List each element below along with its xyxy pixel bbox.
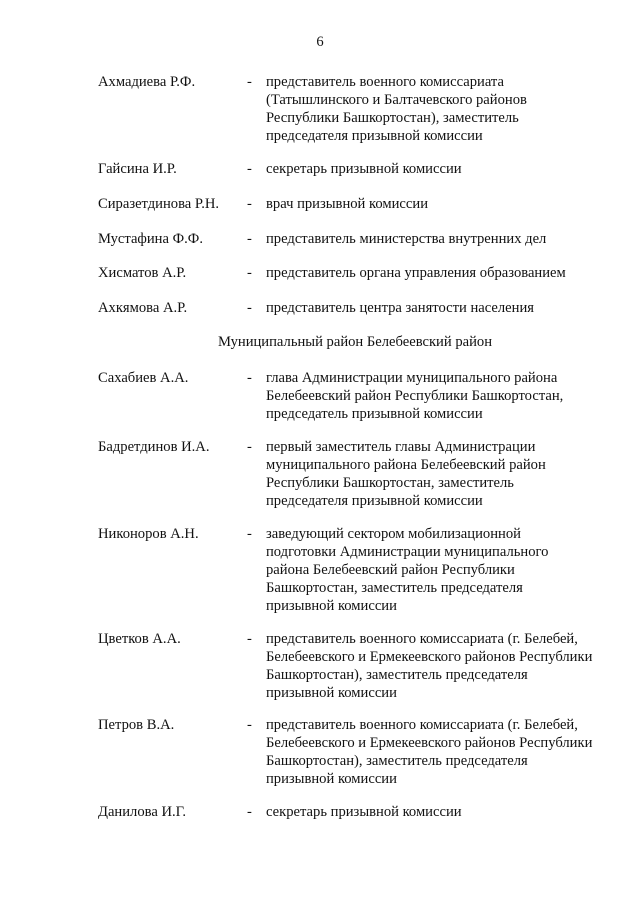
member-name: Данилова И.Г.	[98, 804, 187, 820]
member-role	[266, 525, 616, 615]
member-role	[266, 73, 616, 145]
role-line: секретарь призывной комиссии	[266, 804, 462, 820]
member-name: Мустафина Ф.Ф.	[98, 231, 203, 247]
dash-separator: -	[247, 300, 252, 316]
dash-separator: -	[247, 439, 252, 455]
member-name: Никоноров А.Н.	[98, 526, 199, 542]
role-line: председателя призывной комиссии	[266, 493, 483, 509]
member-role	[266, 716, 616, 788]
role-line: представитель военного комиссариата (г. Белебей,	[266, 631, 578, 647]
role-line: первый заместитель главы Администрации	[266, 439, 536, 455]
role-line: подготовки Администрации муниципального	[266, 544, 549, 560]
role-line: председатель призывной комиссии	[266, 406, 483, 422]
role-line: представитель военного комиссариата	[266, 74, 504, 90]
member-name: Цветков А.А.	[98, 631, 181, 647]
role-line: представитель центра занятости населения	[266, 300, 534, 316]
dash-separator: -	[247, 231, 252, 247]
member-name: Хисматов А.Р.	[98, 265, 187, 281]
dash-separator: -	[247, 74, 252, 90]
member-role	[266, 630, 616, 702]
role-line: глава Администрации муниципального района	[266, 370, 558, 386]
role-line: секретарь призывной комиссии	[266, 161, 462, 177]
dash-separator: -	[247, 196, 252, 212]
dash-separator: -	[247, 717, 252, 733]
role-line: председателя призывной комиссии	[266, 128, 483, 144]
member-name: Ахмадиева Р.Ф.	[98, 74, 196, 90]
member-name: Бадретдинов И.А.	[98, 439, 210, 455]
role-line: (Татышлинского и Балтачевского районов	[266, 92, 527, 108]
role-line: Башкортостан), заместитель председателя	[266, 753, 528, 769]
section-heading: Муниципальный район Белебеевский район	[217, 334, 493, 350]
role-line: представитель военного комиссариата (г. Белебей,	[266, 717, 578, 733]
member-name: Гайсина И.Р.	[98, 161, 177, 177]
member-name: Сиразетдинова Р.Н.	[98, 196, 220, 212]
dash-separator: -	[247, 370, 252, 386]
member-role	[266, 230, 616, 248]
member-role	[266, 264, 616, 282]
role-line: призывной комиссии	[266, 771, 397, 787]
member-role	[266, 299, 616, 317]
role-line: представитель органа управления образованием	[266, 265, 566, 281]
member-name: Петров В.А.	[98, 717, 175, 733]
role-line: заведующий сектором мобилизационной	[266, 526, 521, 542]
role-line: призывной комиссии	[266, 685, 397, 701]
role-line: призывной комиссии	[266, 598, 397, 614]
member-role	[266, 369, 616, 423]
member-role	[266, 160, 616, 178]
dash-separator: -	[247, 265, 252, 281]
page-number: 6	[316, 34, 324, 50]
member-role	[266, 438, 616, 510]
role-line: представитель министерства внутренних дел	[266, 231, 547, 247]
role-line: муниципального района Белебеевский район	[266, 457, 546, 473]
role-line: района Белебеевский район Республики	[266, 562, 515, 578]
role-line: Белебеевского и Ермекеевского районов Республики	[266, 735, 593, 751]
role-line: врач призывной комиссии	[266, 196, 428, 212]
role-line: Башкортостан, заместитель председателя	[266, 580, 523, 596]
role-line: Башкортостан), заместитель председателя	[266, 667, 528, 683]
role-line: Белебеевский район Республики Башкортостан,	[266, 388, 564, 404]
dash-separator: -	[247, 161, 252, 177]
role-line: Белебеевского и Ермекеевского районов Республики	[266, 649, 593, 665]
member-role	[266, 803, 616, 821]
dash-separator: -	[247, 526, 252, 542]
role-line: Республики Башкортостан), заместитель	[266, 110, 519, 126]
member-role	[266, 195, 616, 213]
dash-separator: -	[247, 804, 252, 820]
role-line: Республики Башкортостан, заместитель	[266, 475, 514, 491]
member-name: Ахкямова А.Р.	[98, 300, 188, 316]
member-name: Сахабиев А.А.	[98, 370, 189, 386]
dash-separator: -	[247, 631, 252, 647]
